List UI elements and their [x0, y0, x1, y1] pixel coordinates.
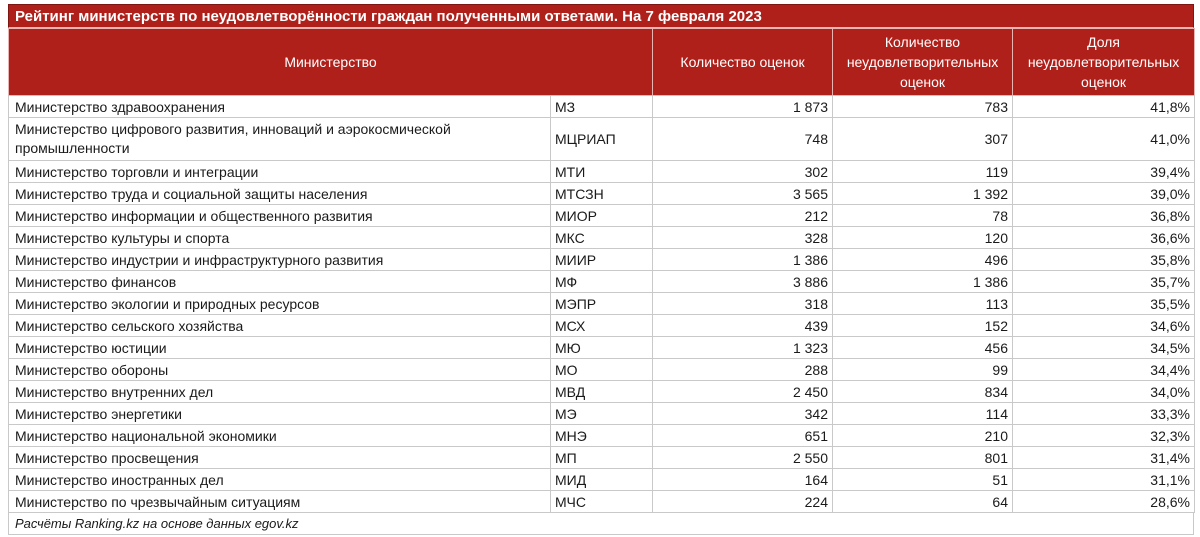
- ministry-abbr-cell: МЧС: [551, 491, 653, 513]
- ministry-name-cell: Министерство энергетики: [9, 403, 551, 425]
- ministry-rating-table: [8, 28, 1195, 513]
- unsatisfactory-share-cell: 34,6%: [1013, 315, 1195, 337]
- unsatisfactory-share-cell: 41,8%: [1013, 96, 1195, 118]
- ministry-abbr-cell: МИОР: [551, 205, 653, 227]
- unsatisfactory-share-cell: 35,7%: [1013, 271, 1195, 293]
- unsatisfactory-share-cell: 35,5%: [1013, 293, 1195, 315]
- source-footnote: Расчёты Ranking.kz на основе данных egov.kz: [8, 513, 1194, 535]
- unsatisfactory-share-cell: 31,1%: [1013, 469, 1195, 491]
- ratings-count-cell: 3 565: [653, 183, 833, 205]
- unsatisfactory-count-cell: 1 392: [833, 183, 1013, 205]
- unsatisfactory-count-cell: 119: [833, 161, 1013, 183]
- ratings-count-cell: 318: [653, 293, 833, 315]
- ministry-abbr-cell: МЭПР: [551, 293, 653, 315]
- ministry-name-cell: Министерство внутренних дел: [9, 381, 551, 403]
- table-row: [9, 381, 1195, 403]
- table-row: [9, 425, 1195, 447]
- ministry-abbr-cell: МИД: [551, 469, 653, 491]
- unsatisfactory-count-cell: 456: [833, 337, 1013, 359]
- table-row: [9, 359, 1195, 381]
- unsatisfactory-share-cell: 28,6%: [1013, 491, 1195, 513]
- table-row: [9, 183, 1195, 205]
- unsatisfactory-count-cell: 99: [833, 359, 1013, 381]
- unsatisfactory-count-cell: 210: [833, 425, 1013, 447]
- ministry-name-cell: Министерство торговли и интеграции: [9, 161, 551, 183]
- ratings-count-cell: 212: [653, 205, 833, 227]
- unsatisfactory-count-cell: 834: [833, 381, 1013, 403]
- ministry-name-cell: Министерство просвещения: [9, 447, 551, 469]
- ministry-name-cell: Министерство индустрии и инфраструктурного развития: [9, 249, 551, 271]
- unsatisfactory-share-cell: 41,0%: [1013, 118, 1195, 161]
- ministry-abbr-cell: МКС: [551, 227, 653, 249]
- ratings-count-cell: 288: [653, 359, 833, 381]
- ratings-count-cell: 164: [653, 469, 833, 491]
- ministry-name-cell: Министерство экологии и природных ресурсов: [9, 293, 551, 315]
- unsatisfactory-count-cell: 496: [833, 249, 1013, 271]
- ratings-count-cell: 748: [653, 118, 833, 161]
- table-row: [9, 249, 1195, 271]
- table-row: [9, 205, 1195, 227]
- ministry-abbr-cell: МО: [551, 359, 653, 381]
- header-ministry: Министерство: [9, 29, 653, 96]
- table-row: [9, 161, 1195, 183]
- unsatisfactory-count-cell: 78: [833, 205, 1013, 227]
- table-row: [9, 337, 1195, 359]
- ministry-abbr-cell: МЮ: [551, 337, 653, 359]
- header-share: Доля неудовлетворительных оценок: [1013, 29, 1195, 96]
- ministry-abbr-cell: МВД: [551, 381, 653, 403]
- table-row: [9, 491, 1195, 513]
- unsatisfactory-count-cell: 51: [833, 469, 1013, 491]
- table-row: [9, 227, 1195, 249]
- table-row: [9, 469, 1195, 491]
- ministry-name-cell: Министерство труда и социальной защиты населения: [9, 183, 551, 205]
- ministry-name-cell: Министерство сельского хозяйства: [9, 315, 551, 337]
- ratings-count-cell: 2 450: [653, 381, 833, 403]
- unsatisfactory-share-cell: 34,5%: [1013, 337, 1195, 359]
- ministry-rating-table-container: [8, 4, 1194, 535]
- ministry-name-cell: Министерство здравоохранения: [9, 96, 551, 118]
- ministry-abbr-cell: МЗ: [551, 96, 653, 118]
- table-row: [9, 118, 1195, 161]
- table-header-row: [9, 29, 1195, 96]
- unsatisfactory-share-cell: 34,4%: [1013, 359, 1195, 381]
- ministry-abbr-cell: МИИР: [551, 249, 653, 271]
- table-row: [9, 403, 1195, 425]
- unsatisfactory-count-cell: 1 386: [833, 271, 1013, 293]
- ratings-count-cell: 302: [653, 161, 833, 183]
- unsatisfactory-count-cell: 783: [833, 96, 1013, 118]
- ministry-name-cell: Министерство культуры и спорта: [9, 227, 551, 249]
- unsatisfactory-share-cell: 31,4%: [1013, 447, 1195, 469]
- unsatisfactory-count-cell: 114: [833, 403, 1013, 425]
- ministry-name-cell: Министерство национальной экономики: [9, 425, 551, 447]
- unsatisfactory-share-cell: 36,8%: [1013, 205, 1195, 227]
- unsatisfactory-share-cell: 36,6%: [1013, 227, 1195, 249]
- ministry-abbr-cell: МЦРИАП: [551, 118, 653, 161]
- ministry-abbr-cell: МП: [551, 447, 653, 469]
- unsatisfactory-count-cell: 152: [833, 315, 1013, 337]
- table-row: [9, 271, 1195, 293]
- ministry-name-cell: Министерство цифрового развития, инноваций и аэрокосмической промышленности: [9, 118, 551, 161]
- unsatisfactory-count-cell: 64: [833, 491, 1013, 513]
- ratings-count-cell: 3 886: [653, 271, 833, 293]
- ministry-abbr-cell: МНЭ: [551, 425, 653, 447]
- ratings-count-cell: 328: [653, 227, 833, 249]
- ministry-abbr-cell: МТИ: [551, 161, 653, 183]
- ratings-count-cell: 439: [653, 315, 833, 337]
- ratings-count-cell: 224: [653, 491, 833, 513]
- ratings-count-cell: 342: [653, 403, 833, 425]
- table-row: [9, 447, 1195, 469]
- ministry-abbr-cell: МТСЗН: [551, 183, 653, 205]
- ratings-count-cell: 1 873: [653, 96, 833, 118]
- table-row: [9, 315, 1195, 337]
- unsatisfactory-share-cell: 35,8%: [1013, 249, 1195, 271]
- ratings-count-cell: 1 323: [653, 337, 833, 359]
- unsatisfactory-count-cell: 307: [833, 118, 1013, 161]
- unsatisfactory-count-cell: 120: [833, 227, 1013, 249]
- unsatisfactory-count-cell: 113: [833, 293, 1013, 315]
- ministry-name-cell: Министерство обороны: [9, 359, 551, 381]
- table-row: [9, 293, 1195, 315]
- ministry-abbr-cell: МСХ: [551, 315, 653, 337]
- ministry-name-cell: Министерство финансов: [9, 271, 551, 293]
- header-unsatisfactory: Количество неудовлетворительных оценок: [833, 29, 1013, 96]
- unsatisfactory-share-cell: 39,4%: [1013, 161, 1195, 183]
- ministry-name-cell: Министерство юстиции: [9, 337, 551, 359]
- ministry-name-cell: Министерство информации и общественного развития: [9, 205, 551, 227]
- ratings-count-cell: 651: [653, 425, 833, 447]
- ratings-count-cell: 1 386: [653, 249, 833, 271]
- ministry-abbr-cell: МФ: [551, 271, 653, 293]
- table-body: [9, 96, 1195, 513]
- unsatisfactory-share-cell: 33,3%: [1013, 403, 1195, 425]
- ministry-abbr-cell: МЭ: [551, 403, 653, 425]
- unsatisfactory-share-cell: 39,0%: [1013, 183, 1195, 205]
- ratings-count-cell: 2 550: [653, 447, 833, 469]
- unsatisfactory-count-cell: 801: [833, 447, 1013, 469]
- unsatisfactory-share-cell: 34,0%: [1013, 381, 1195, 403]
- table-row: [9, 96, 1195, 118]
- table-title: Рейтинг министерств по неудовлетворённости граждан полученными ответами. На 7 февраля 2023: [8, 4, 1194, 28]
- ministry-name-cell: Министерство по чрезвычайным ситуациям: [9, 491, 551, 513]
- ministry-name-cell: Министерство иностранных дел: [9, 469, 551, 491]
- unsatisfactory-share-cell: 32,3%: [1013, 425, 1195, 447]
- header-count: Количество оценок: [653, 29, 833, 96]
